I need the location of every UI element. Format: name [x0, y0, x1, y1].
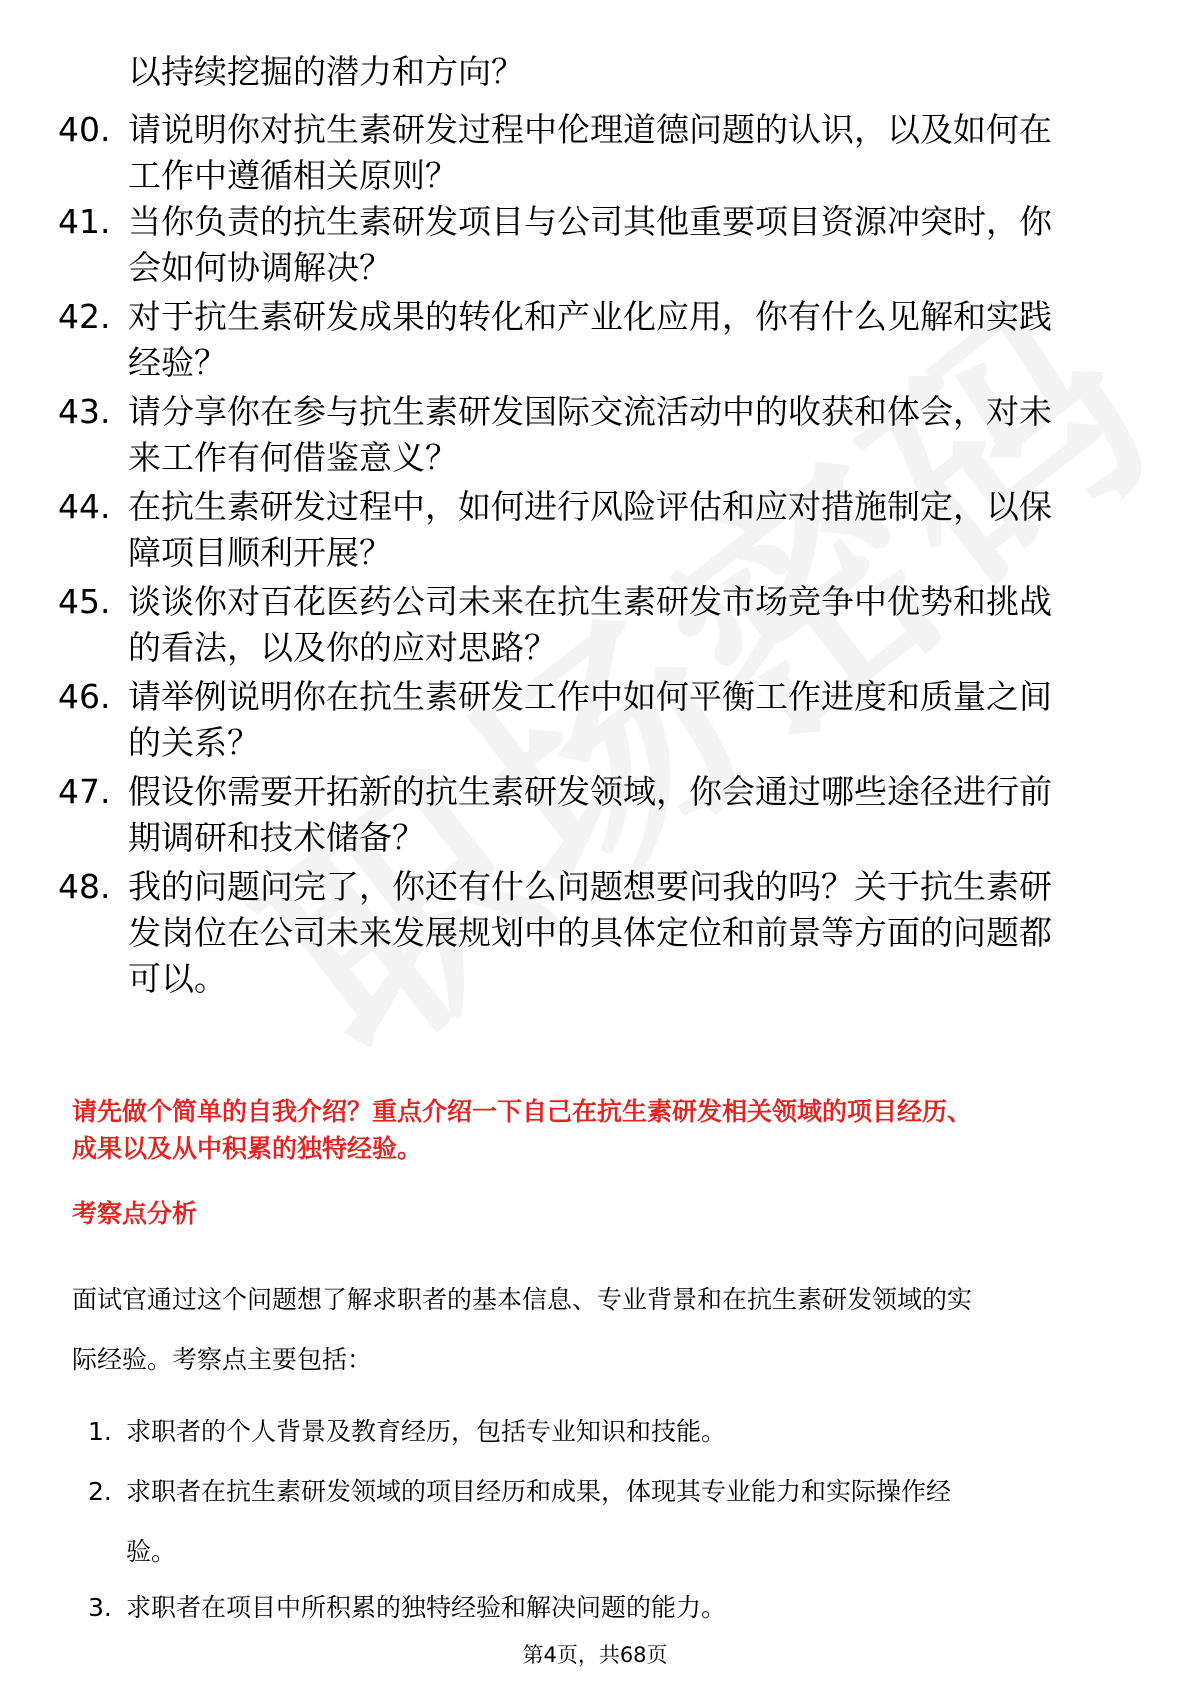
point-text: [126, 1578, 1126, 1638]
point-text: [126, 1402, 1126, 1462]
question-line: 工作中遵循相关原则？: [128, 156, 458, 195]
question-text: [128, 199, 1128, 291]
question-number: 40.: [58, 110, 111, 149]
question-text: [128, 579, 1128, 671]
question-line: 经验？: [128, 343, 227, 382]
question-line: 请分享你在参与抗生素研发国际交流活动中的收获和体会，对未: [128, 392, 1052, 431]
section-heading: 考察点分析: [72, 1199, 198, 1228]
intro-line: 面试官通过这个问题想了解求职者的基本信息、专业背景和在抗生素研发领域的实: [72, 1285, 973, 1314]
question-number: 47.: [58, 772, 111, 811]
page-footer: 第4页，共68页: [522, 1643, 668, 1667]
intro-line: 际经验。考察点主要包括：: [72, 1345, 373, 1374]
question-line: 的关系？: [128, 723, 260, 762]
highlight-question-line: 请先做个简单的自我介绍？重点介绍一下自己在抗生素研发相关领域的项目经历、: [72, 1097, 973, 1126]
question-number: 42.: [58, 297, 111, 336]
point-number: 3.: [88, 1593, 112, 1622]
point-number: 2.: [88, 1477, 112, 1506]
question-text: [128, 864, 1128, 1002]
point-line: 求职者的个人背景及教育经历，包括专业知识和技能。: [126, 1417, 727, 1446]
question-line: 请说明你对抗生素研发过程中伦理道德问题的认识，以及如何在: [128, 110, 1052, 149]
question-number: 44.: [58, 487, 111, 526]
question-line: 的看法，以及你的应对思路？: [128, 628, 557, 667]
question-line: 请举例说明你在抗生素研发工作中如何平衡工作进度和质量之间: [128, 677, 1052, 716]
point-number: 1.: [88, 1417, 112, 1446]
question-text: [128, 674, 1128, 766]
question-line: 可以。: [128, 959, 227, 998]
question-line: 在抗生素研发过程中，如何进行风险评估和应对措施制定，以保: [128, 487, 1052, 526]
question-text: [128, 484, 1128, 576]
question-line: 发岗位在公司未来发展规划中的具体定位和前景等方面的问题都: [128, 913, 1052, 952]
question-number: 46.: [58, 677, 111, 716]
question-line: 来工作有何借鉴意义？: [128, 438, 458, 477]
question-line: 会如何协调解决？: [128, 248, 392, 287]
question-line: 对于抗生素研发成果的转化和产业化应用，你有什么见解和实践: [128, 297, 1052, 336]
question-line: 谈谈你对百花医药公司未来在抗生素研发市场竞争中优势和挑战: [128, 582, 1052, 621]
highlight-question-line: 成果以及从中积累的独特经验。: [72, 1134, 423, 1163]
question-number: 43.: [58, 392, 111, 431]
question-line: 障项目顺利开展？: [128, 533, 392, 572]
point-line: 验。: [126, 1537, 177, 1566]
question-text: [128, 389, 1128, 481]
question-line: 假设你需要开拓新的抗生素研发领域，你会通过哪些途径进行前: [128, 772, 1052, 811]
question-line: 我的问题问完了，你还有什么问题想要问我的吗？关于抗生素研: [128, 867, 1052, 906]
question-number: 41.: [58, 202, 111, 241]
highlight-question: [72, 1093, 1132, 1167]
question-number: 48.: [58, 867, 111, 906]
intro-paragraph: [72, 1270, 1132, 1390]
question-continuation: 以持续挖掘的潜力和方向？: [128, 52, 524, 91]
question-line: 当你负责的抗生素研发项目与公司其他重要项目资源冲突时，你: [128, 202, 1052, 241]
question-text: [128, 769, 1128, 861]
question-number: 45.: [58, 582, 111, 621]
point-line: 求职者在抗生素研发领域的项目经历和成果，体现其专业能力和实际操作经: [126, 1477, 952, 1506]
question-line: 期调研和技术储备？: [128, 818, 425, 857]
point-text: [126, 1462, 1126, 1582]
question-text: [128, 294, 1128, 386]
question-text: [128, 107, 1128, 199]
point-line: 求职者在项目中所积累的独特经验和解决问题的能力。: [126, 1593, 727, 1622]
